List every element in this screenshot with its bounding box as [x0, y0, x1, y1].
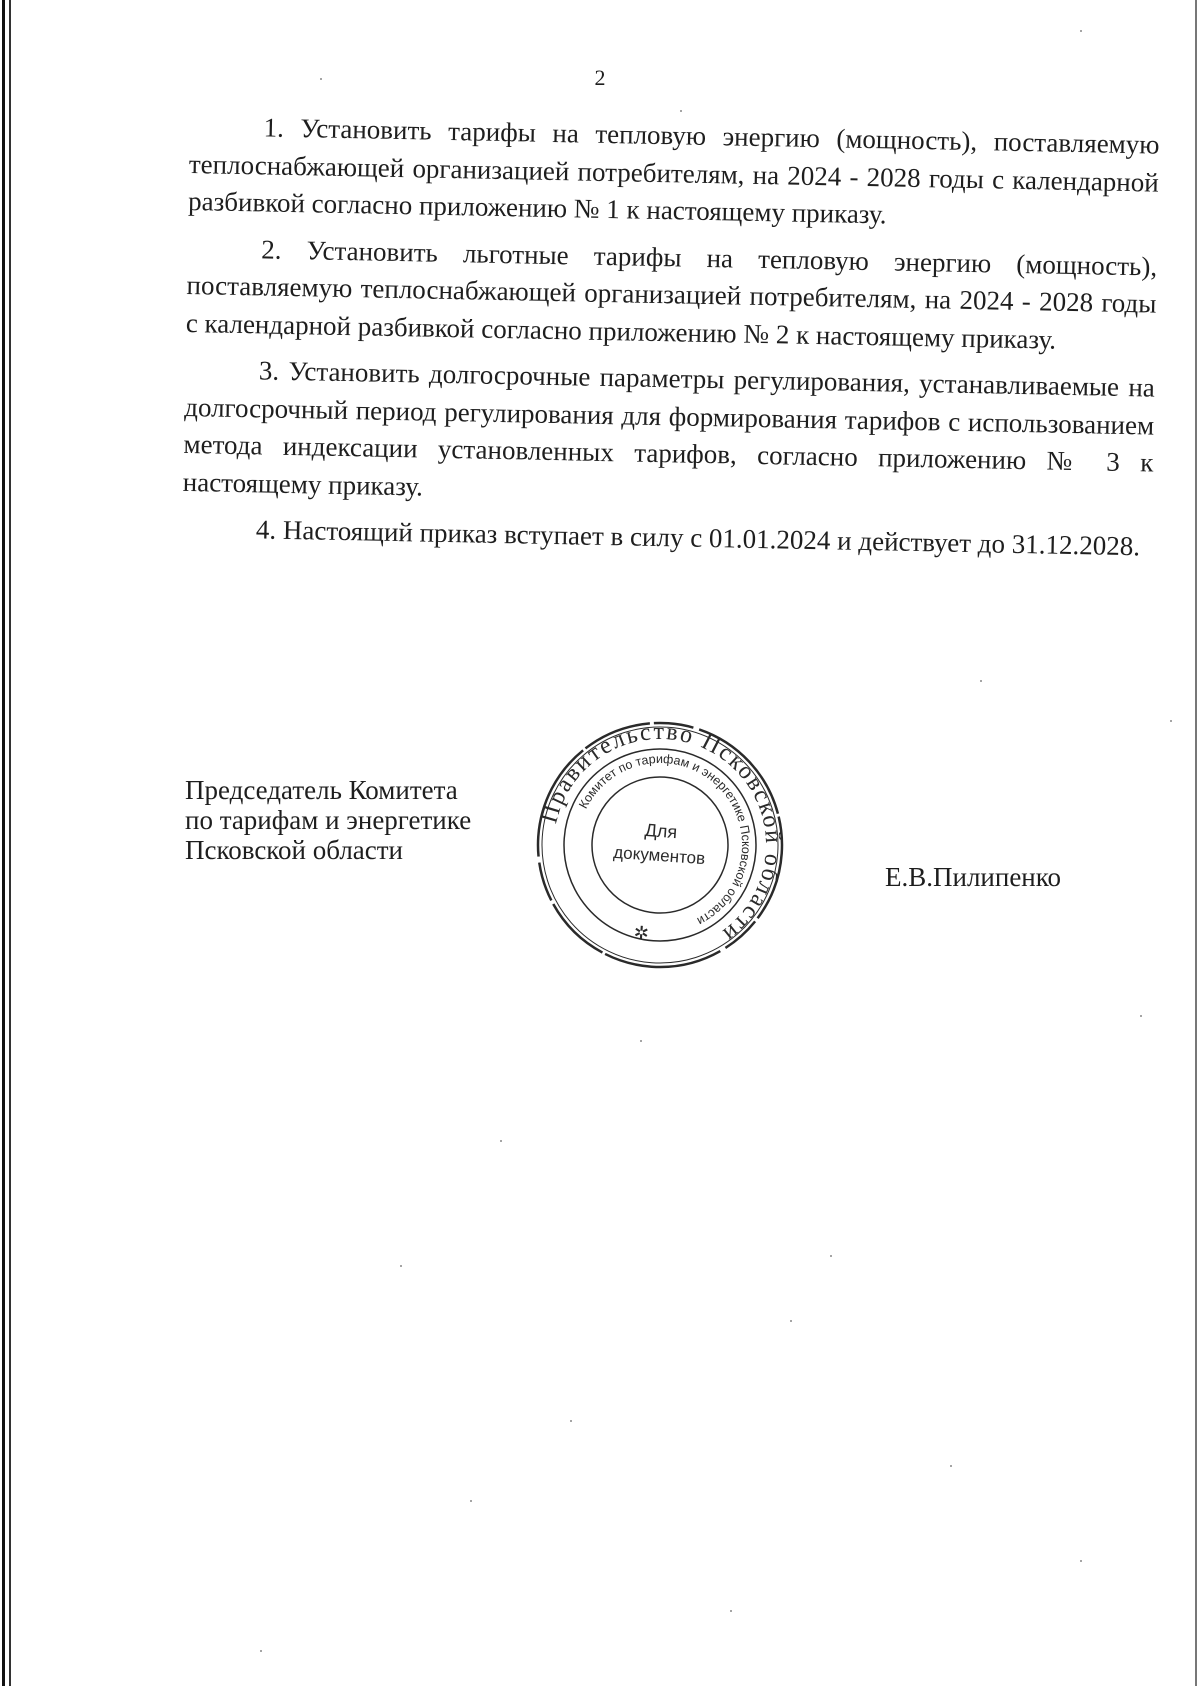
scan-edge-line: [1195, 0, 1197, 1686]
scan-speck: [1140, 1015, 1142, 1017]
seal-outer-text: Правительство Псковской области: [536, 718, 787, 949]
signatory-position: [185, 775, 471, 865]
document-body: [181, 108, 1159, 575]
seal-center-line2: документов: [612, 842, 706, 869]
scan-speck: [730, 1610, 732, 1612]
paragraph: 1. Установить тарифы на тепловую энергию (мощность), поставляемую теплоснабжающей организацией потребителям, на 2024 - 2028 годы с календарной разбивкой согласно приложению № 1 к настоящему приказу.: [187, 112, 1160, 230]
scan-speck: [1170, 720, 1172, 722]
official-seal: [512, 711, 809, 980]
paragraph: 2. Установить льготные тарифы на тепловую энергию (мощность), поставляемую теплоснабжающей организацией потребителям, на 2024 - 2028 годы с календарной разбивкой согласно приложению № 2 к настоящему приказу.: [185, 233, 1158, 355]
scan-speck: [320, 78, 322, 80]
scan-speck: [500, 1140, 502, 1142]
scan-speck: [260, 1650, 262, 1652]
scan-speck: [980, 680, 982, 682]
scan-edge-line: [9, 0, 11, 1686]
seal-inner-text: Комитет по тарифам и энергетике Псковской области: [576, 751, 754, 929]
scan-speck: [950, 1465, 952, 1467]
scan-edge-line: [2, 0, 5, 1686]
seal-star-icon: ✲: [633, 922, 650, 945]
seal-center-line1: Для: [644, 819, 678, 843]
scan-speck: [570, 1420, 572, 1422]
scan-speck: [790, 1320, 792, 1322]
page-number: 2: [594, 65, 606, 90]
paragraph: 3. Установить долгосрочные параметры регулирования, устанавливаемые на долгосрочный период регулирования для формирования тарифов с использованием метода индексации установленных тарифов, согласно приложению № 3 к настоящему приказу.: [182, 355, 1156, 502]
scan-speck: [680, 110, 682, 112]
scan-speck: [470, 1500, 472, 1502]
seal-center-ring: [587, 772, 732, 917]
signatory-position-line: Псковской области: [185, 835, 404, 865]
signatory-position-line: Председатель Комитета: [185, 775, 458, 805]
scan-speck: [400, 1265, 402, 1267]
scan-speck: [1080, 1560, 1082, 1562]
seal-stamp-graphic: [512, 711, 809, 980]
scan-speck: [1080, 30, 1082, 32]
signatory-position-line: по тарифам и энергетике: [185, 805, 472, 835]
scan-speck: [830, 1255, 832, 1257]
signer-name: Е.В.Пилипенко: [885, 862, 1062, 892]
paragraph: 4. Настоящий приказ вступает в силу с 01.01.2024 и действует до 31.12.2028.: [255, 514, 1141, 562]
scan-speck: [640, 1040, 642, 1042]
